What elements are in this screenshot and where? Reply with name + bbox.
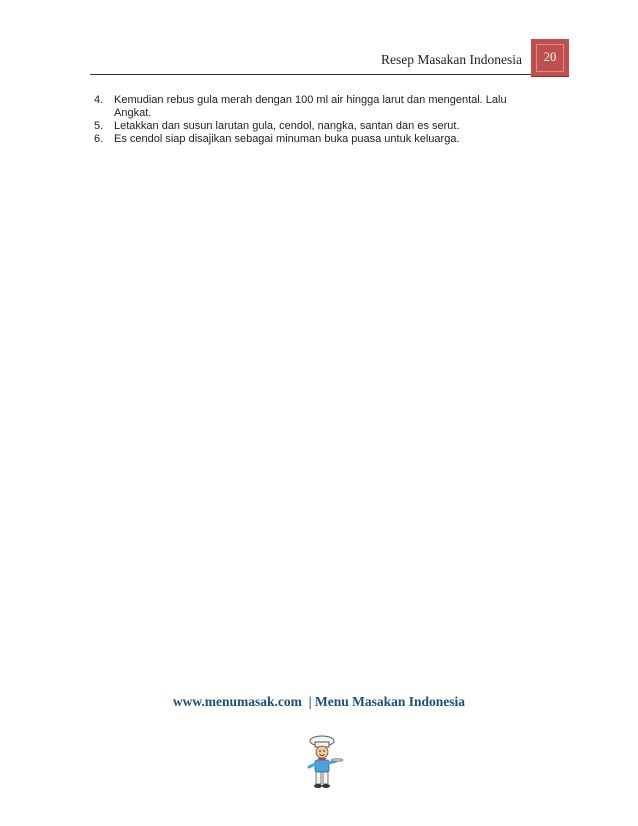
step-number: 6. <box>94 133 104 145</box>
step-number: 5. <box>94 120 104 132</box>
footer-link[interactable]: www.menumasak.com | Menu Masakan Indonesia <box>172 694 466 709</box>
step-text: Letakkan dan susun larutan gula, cendol, nangka, santan dan es serut. <box>114 120 460 132</box>
list-item <box>94 94 539 120</box>
step-text: Es cendol siap disajikan sebagai minuman buka puasa untuk keluarga. <box>114 133 460 145</box>
chef-icon <box>300 734 344 790</box>
list-item <box>94 133 539 146</box>
page-number: 20 <box>543 50 557 64</box>
list-item <box>94 120 539 133</box>
step-number: 4. <box>94 94 104 106</box>
header-divider <box>90 74 531 75</box>
recipe-steps <box>94 94 539 146</box>
step-text: Kemudian rebus gula merah dengan 100 ml air hingga larut dan mengental. Lalu Angkat. <box>114 94 507 119</box>
page-number-badge <box>531 39 569 77</box>
header-title: Resep Masakan Indonesia <box>381 52 522 67</box>
